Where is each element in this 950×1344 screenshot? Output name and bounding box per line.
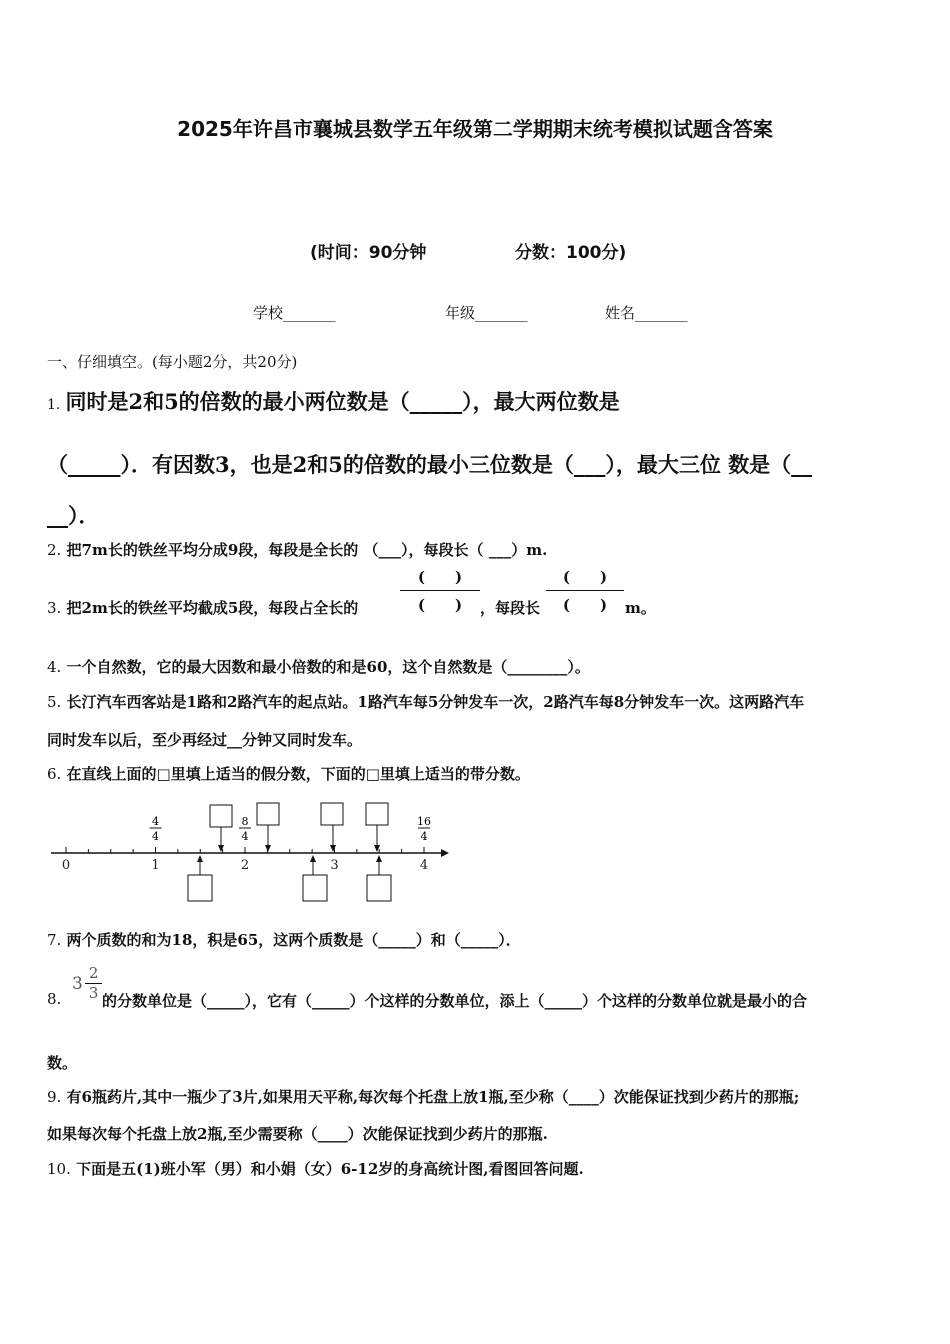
- question-number: 3.: [47, 599, 62, 617]
- question-9-line2: 如果每次每个托盘上放2瓶,至少需要称（____）次能保证找到少药片的那瓶.: [47, 1125, 548, 1143]
- question-8-text: 的分数单位是（_____），它有（_____）个这样的分数单位，添上（_____）个这样的分数单位就是最小的合: [102, 992, 808, 1010]
- question-text: 下面是五(1)班小军（男）和小娟（女）6-12岁的身高统计图,看图回答问题.: [76, 1160, 584, 1178]
- answer-box-upper-3[interactable]: [321, 803, 343, 825]
- tick-label: 4: [419, 858, 429, 873]
- exam-score: 分数：100分): [515, 243, 627, 263]
- question-number: 10.: [47, 1160, 71, 1178]
- fraction-numerator: 2: [85, 966, 103, 984]
- question-3: [47, 597, 358, 618]
- question-text: 把7m长的铁丝平均分成9段，每段是全长的 （___），每段长（ ___）m.: [66, 541, 548, 559]
- question-1: [47, 386, 620, 416]
- question-number: 2.: [47, 541, 62, 559]
- pointer-arrow-head: [265, 845, 271, 852]
- question-4: [47, 656, 590, 677]
- fraction-label-denominator: 4: [152, 830, 159, 843]
- answer-box-upper-1[interactable]: [210, 805, 232, 827]
- exam-time: (时间：90分钟: [310, 243, 427, 263]
- answer-box-lower-2[interactable]: [303, 875, 327, 901]
- question-text: 长汀汽车西客站是1路和2路汽车的起点站。1路汽车每5分钟发车一次，2路汽车每8分钟发车一次。这两路汽车: [66, 693, 805, 711]
- tick-label: 1: [151, 858, 160, 873]
- tick-label: 3: [330, 858, 339, 873]
- question-1-line3: __）．: [47, 503, 100, 528]
- fraction-label-numerator: 16: [417, 815, 431, 828]
- question-2: [47, 539, 547, 560]
- fraction-blank-1[interactable]: [400, 566, 480, 615]
- tick-label: 0: [61, 858, 71, 873]
- page-title: 2025年许昌市襄城县数学五年级第二学期期末统考模拟试题含答案: [177, 117, 773, 141]
- minor-ticks: [66, 847, 424, 853]
- section-heading: 一、仔细填空。(每小题2分，共20分): [47, 353, 298, 371]
- axis-arrow: [441, 849, 449, 857]
- question-5-line2: 同时发车以后，至少再经过__分钟又同时发车。: [47, 731, 363, 749]
- question-9: [47, 1086, 799, 1107]
- fraction-label-numerator: 8: [241, 815, 249, 828]
- school-field[interactable]: 学校_______: [253, 304, 336, 322]
- fraction-denominator: 3: [88, 984, 99, 1002]
- question-text: 有6瓶药片,其中一瓶少了3片,如果用天平称,每次每个托盘上放1瓶,至少称（____）次能保证找到少药片的那瓶;: [66, 1088, 800, 1106]
- fraction-labels: [150, 815, 432, 843]
- fraction-blank-2[interactable]: [546, 566, 624, 615]
- numerator-blank[interactable]: ( ): [546, 566, 624, 591]
- numerator-blank[interactable]: ( ): [400, 566, 480, 591]
- pointer-arrow-head: [376, 855, 382, 862]
- denominator-blank[interactable]: ( ): [417, 596, 463, 614]
- question-number: 9.: [47, 1088, 62, 1106]
- question-1-line2: （_____）．有因数3，也是2和5的倍数的最小三位数是（___），最大三位 数是（__: [47, 452, 813, 477]
- answer-box-lower-3[interactable]: [367, 875, 391, 901]
- question-number: 4.: [47, 658, 62, 676]
- question-5: [47, 691, 804, 712]
- tick-label: 2: [240, 858, 250, 873]
- pointer-arrow-head: [197, 855, 203, 862]
- question-8-number: 8.: [47, 990, 62, 1008]
- tick-labels: [62, 858, 428, 873]
- denominator-blank[interactable]: ( ): [562, 596, 608, 614]
- answer-box-upper-4[interactable]: [366, 803, 388, 825]
- mixed-fraction: [85, 966, 103, 1001]
- question-10: [47, 1158, 584, 1179]
- fraction-label-numerator: 4: [152, 815, 159, 828]
- question-number: 1.: [47, 397, 61, 413]
- question-number: 7.: [47, 931, 62, 949]
- pointer-arrow-head: [330, 845, 336, 852]
- question-text: 两个质数的和为18，积是65，这两个质数是（_____）和（_____）．: [66, 931, 521, 949]
- question-3-text-c: m。: [625, 599, 656, 617]
- mixed-number: [72, 966, 102, 1001]
- question-text: 同时是2和5的倍数的最小两位数是（_____），最大两位数是: [65, 389, 620, 414]
- question-text: 一个自然数，它的最大因数和最小倍数的和是60，这个自然数是（________）。: [66, 658, 590, 676]
- pointer-arrow-head: [310, 855, 316, 862]
- question-3-text-b: ，每段长: [480, 599, 541, 617]
- name-field[interactable]: 姓名_______: [605, 304, 688, 322]
- question-8-line2: 数。: [47, 1054, 78, 1072]
- number-line-diagram: [45, 800, 455, 910]
- question-7: [47, 929, 521, 950]
- question-text: 把2m长的铁丝平均截成5段，每段占全长的: [66, 599, 359, 617]
- question-number: 5.: [47, 693, 62, 711]
- answer-box-lower-1[interactable]: [188, 875, 212, 901]
- question-number: 6.: [47, 765, 62, 783]
- fraction-label-denominator: 4: [420, 830, 428, 843]
- mixed-whole: 3: [72, 973, 83, 994]
- fraction-label-denominator: 4: [241, 830, 249, 843]
- answer-box-upper-2[interactable]: [257, 803, 279, 825]
- grade-field[interactable]: 年级_______: [445, 304, 528, 322]
- question-6: [47, 763, 530, 784]
- question-text: 在直线上面的□里填上适当的假分数，下面的□里填上适当的带分数。: [66, 765, 530, 783]
